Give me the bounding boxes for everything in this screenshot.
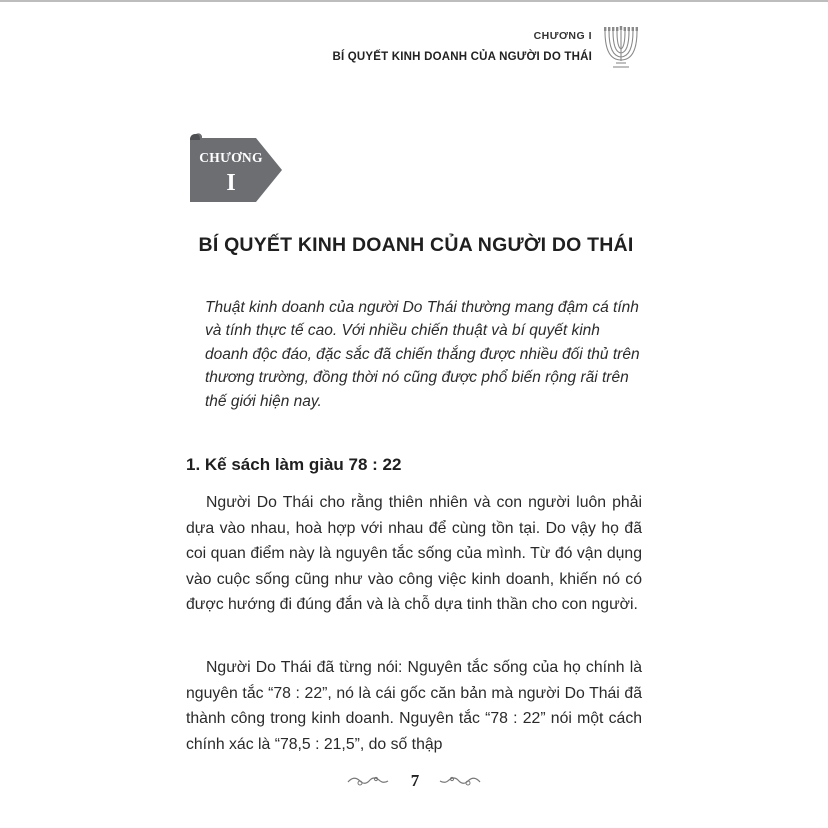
menorah-icon — [604, 25, 638, 71]
flourish-ornament-icon — [438, 774, 482, 788]
running-header-chapter: CHƯƠNG I — [533, 30, 592, 42]
body-paragraph: Người Do Thái cho rằng thiên nhiên và con người luôn phải dựa vào nhau, hoà hợp với nhau để cùng tồn tại. Do vậy họ đã coi quan điểm này là nguyên tắc sống của mình. Từ đó vận dụng vào cuộc sống cũng như vào công việc kinh doanh, khiến nó có được hướng đi đúng đắn và là chỗ dựa tinh thần cho con người. — [186, 494, 642, 614]
running-header-title: BÍ QUYẾT KINH DOANH CỦA NGƯỜI DO THÁI — [332, 51, 592, 63]
chapter-title: BÍ QUYẾT KINH DOANH CỦA NGƯỜI DO THÁI — [198, 234, 634, 256]
running-header — [332, 30, 592, 65]
section-heading: 1. Kế sách làm giàu 78 : 22 — [186, 455, 402, 474]
flourish-ornament-icon — [346, 774, 390, 788]
chapter-word: CHƯƠNG — [199, 150, 263, 165]
body-paragraph: Người Do Thái đã từng nói: Nguyên tắc sống của họ chính là nguyên tắc “78 : 22”, nó là cái gốc căn bản mà người Do Thái đã thành công trong kinh doanh. Nguyên tắc “78 : 22” nói một cách chính xác là “78,5 : 21,5”, do số thập — [186, 659, 642, 753]
page-number: 7 — [410, 771, 420, 790]
top-border — [0, 0, 828, 2]
intro-paragraph: Thuật kinh doanh của người Do Thái thường mang đậm cá tính và tính thực tế cao. Với nhiều chiến thuật và bí quyết kinh doanh độc đáo, đặc sắc đã chiến thắng được nhiều đối thủ trên thương trường, đồng thời nó cũng được phổ biến rộng rãi trên thế giới hiện nay. — [205, 299, 640, 410]
chapter-number: I — [226, 170, 236, 196]
